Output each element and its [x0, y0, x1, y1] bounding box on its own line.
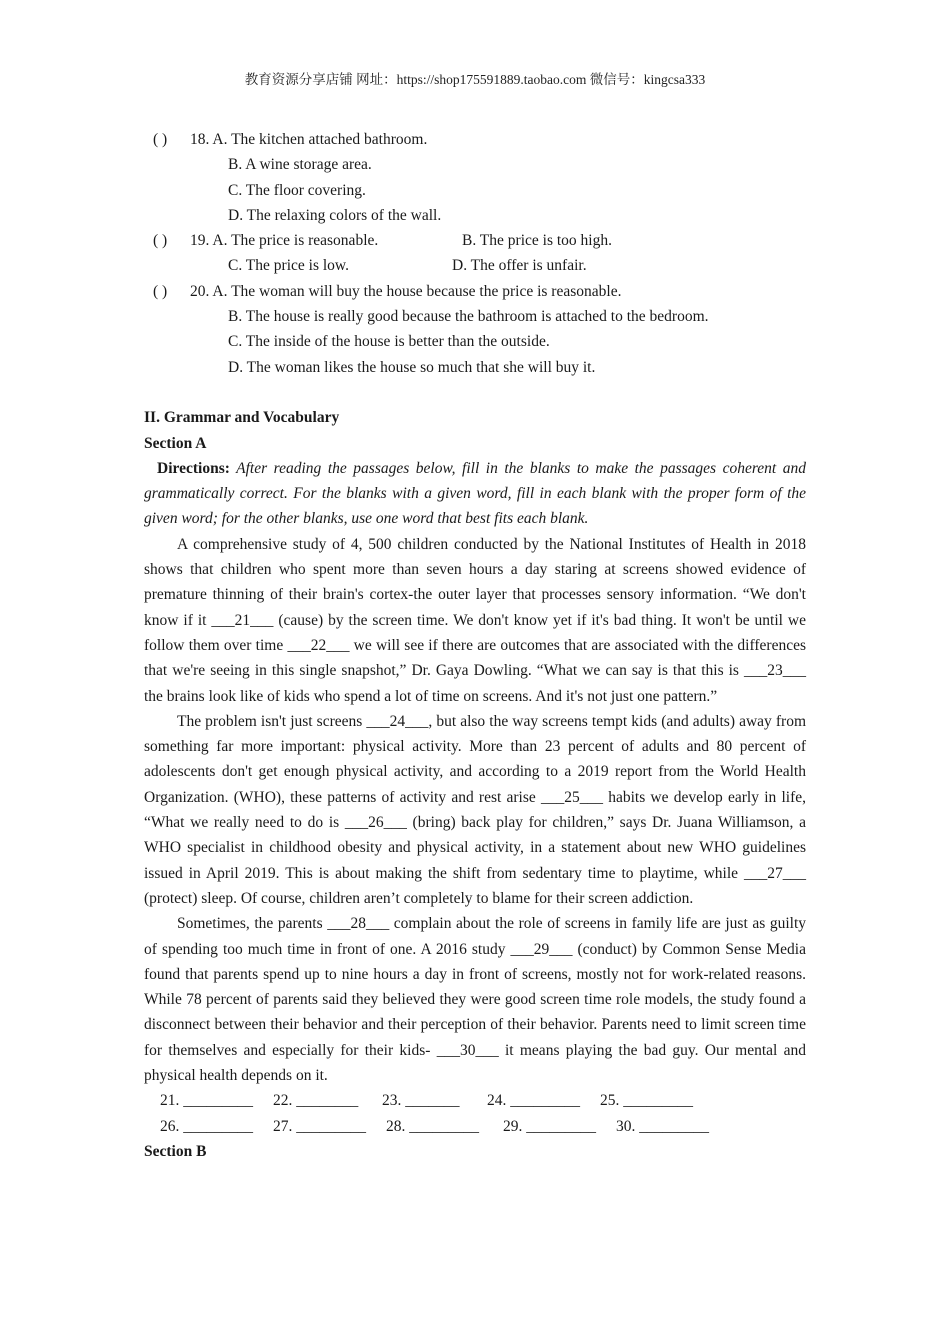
passage-paragraph-2: The problem isn't just screens ___24___, but also the way screens tempt kids (and adults) away from something far more important: physical activity. More than 23 percent of adults and 80 percent of adolescents don't get enough physical activity, and according to a 2019 report from the World Health Organization. (WHO), these patterns of activity and rest arise ___25___ habits we develop early in life, “What we really need to do is ___26___ (bring) back play for children,” says Dr. Juana Williamson, a WHO specialist in childhood obesity and physical activity, in a statement about new WHO guidelines issued in April 2019. This is about making the shift from sedentary time to playtime, while ___27___ (protect) sleep. Of course, children aren’t completely to blame for their screen addiction. — [144, 712, 806, 907]
answer-blanks-row-2 — [144, 1114, 806, 1139]
answer-bracket: ( ) — [153, 131, 168, 148]
answer-blank-22: 22. ________ — [273, 1092, 359, 1110]
option-c: C. The price is low. — [228, 257, 349, 275]
option-b: B. The house is really good because the bathroom is attached to the bedroom. — [228, 308, 709, 326]
passage-paragraph-1: A comprehensive study of 4, 500 children conducted by the National Institutes of Health in 2018 shows that children who spent more than seven hours a day staring at screens showed evidence of premature thinning of their brain's cortex-the outer layer that processes sensory information. “We don't know if it ___21___ (cause) by the screen time. We don't know yet if it's bad thing. It won't be until we follow them over time ___22___ we will see if there are outcomes that are associated with the differences that we're seeing in this single snapshot,” Dr. Gaya Dowling. “What we can say is that this is ___23___ the brains look like of kids who spend a lot of time on screens. And it's not just one pattern.” — [144, 535, 806, 705]
option-d: D. The relaxing colors of the wall. — [228, 206, 442, 224]
question-number: 18. — [190, 131, 210, 148]
answer-blanks-row-1 — [144, 1088, 806, 1113]
question-20 — [144, 279, 806, 304]
answer-blank-30: 30. _________ — [616, 1117, 709, 1135]
answer-blank-21: 21. _________ — [160, 1092, 253, 1110]
section-a-heading: Section A — [144, 434, 207, 452]
page-header: 教育资源分享店铺 网址：https://shop175591889.taobao.com 微信号：kingcsa333 — [244, 72, 706, 87]
option-d: D. The woman likes the house so much that she will buy it. — [228, 358, 596, 376]
section-b-heading: Section B — [144, 1142, 207, 1160]
option-a: A. The price is reasonable. — [212, 232, 379, 250]
option-a: A. The woman will buy the house because the price is reasonable. — [212, 282, 622, 300]
passage-paragraph-3: Sometimes, the parents ___28___ complain about the role of screens in family life are just as guilty of spending too much time in front of one. A 2016 study ___29___ (conduct) by Common Sense Media found that parents spend up to nine hours a day in front of screens, mostly not for work-related reasons. While 78 percent of parents said they believed they were good screen time role models, the study found a disconnect between their behavior and their perception of their behavior. Parents need to limit screen time for themselves and especially for their kids- ___30___ it means playing the bad guy. Our mental and physical health depends on it. — [144, 915, 806, 1084]
option-c: C. The inside of the house is better than the outside. — [228, 333, 550, 351]
question-number: 19. — [190, 232, 210, 250]
question-19 — [144, 228, 806, 253]
answer-blank-24: 24. _________ — [487, 1092, 580, 1110]
answer-blank-28: 28. _________ — [386, 1117, 479, 1135]
answer-bracket: ( ) — [153, 232, 168, 250]
answer-bracket: ( ) — [153, 282, 168, 300]
option-b: B. A wine storage area. — [228, 156, 372, 174]
answer-blank-26: 26. _________ — [160, 1117, 253, 1135]
spacer — [144, 380, 806, 405]
answer-blank-23: 23. _______ — [382, 1092, 460, 1110]
option-d: D. The offer is unfair. — [452, 257, 587, 275]
answer-blank-27: 27. _________ — [273, 1117, 366, 1135]
part-title: II. Grammar and Vocabulary — [144, 409, 340, 427]
directions — [144, 456, 806, 532]
question-number: 20. — [190, 282, 210, 300]
option-b: B. The price is too high. — [462, 232, 612, 250]
question-18 — [144, 127, 806, 152]
directions-text: After reading the passages below, fill in the blanks to make the passages coherent and grammatically correct. For the blanks with a given word, fill in each blank with the proper form of the given word; for the other blanks, use one word that best fits each blank. — [144, 459, 806, 528]
directions-label: Directions: — [157, 459, 230, 477]
option-a: A. The kitchen attached bathroom. — [212, 131, 428, 148]
question-19-row-2 — [144, 253, 806, 278]
document-body — [144, 127, 806, 1164]
answer-blank-25: 25. _________ — [600, 1092, 693, 1110]
option-c: C. The floor covering. — [228, 181, 366, 199]
answer-blank-29: 29. _________ — [503, 1117, 596, 1135]
